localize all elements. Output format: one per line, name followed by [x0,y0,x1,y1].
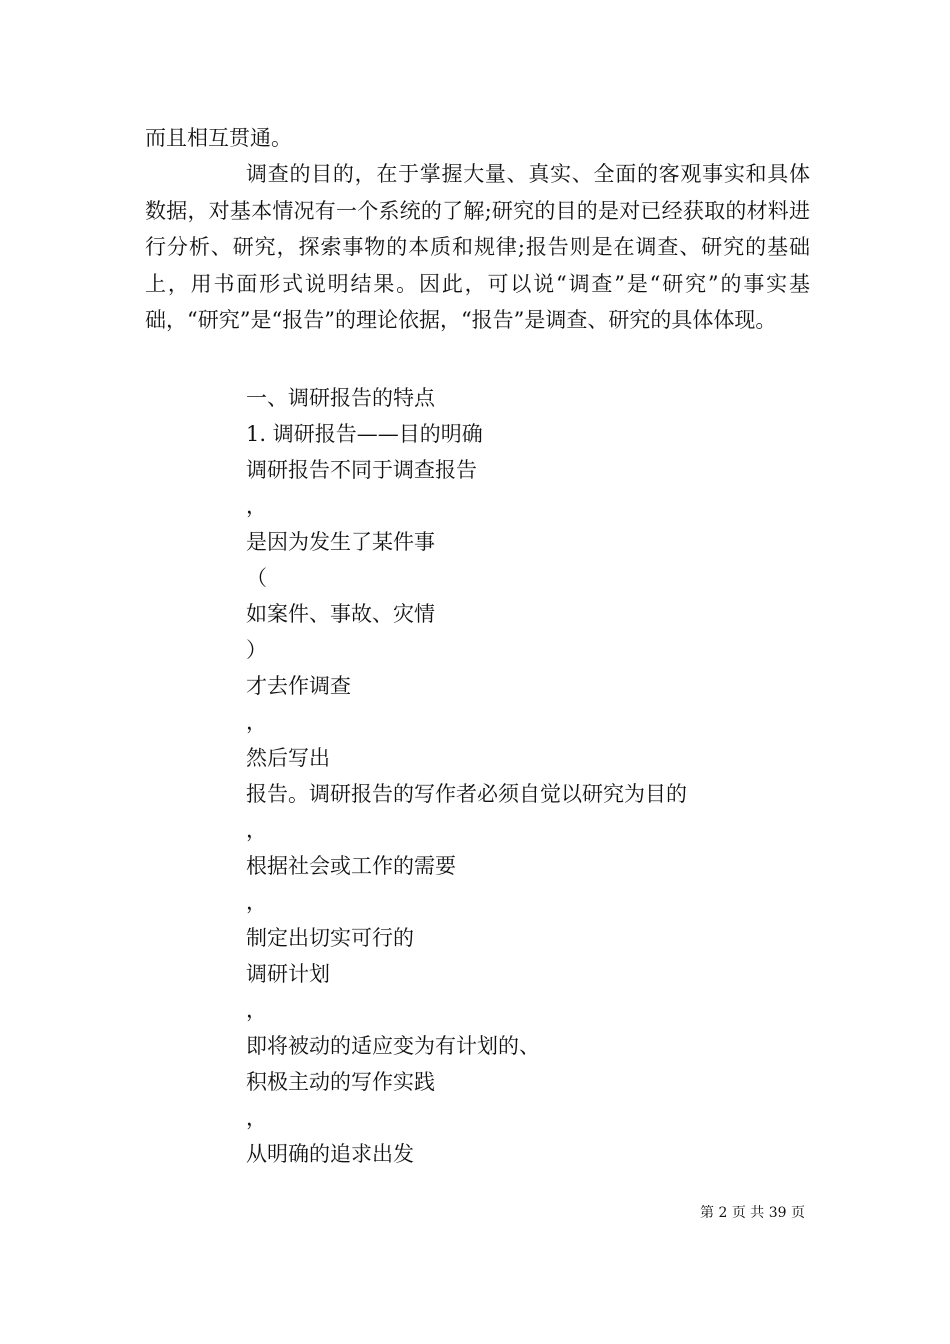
text-line: 是因为发生了某件事 [246,530,435,554]
text-line: 从明确的追求出发 [246,1142,414,1166]
text-line: 报告。调研报告的写作者必须自觉以研究为目的 [246,782,687,806]
text-line: （ [246,566,267,590]
text-line: ， [246,998,267,1022]
text-line: ， [246,890,267,914]
body-paragraph: 调查的目的，在于掌握大量、真实、全面的客观事实和具体数据，对基本情况有一个系统的了解;研究的目的是对已经获取的材料进行分析、研究，探索事物的本质和规律;报告则是在调查、研究的基础上，用书面形式说明结果。因此，可以说“调查”是“研究”的事实基础，“研究”是“报告”的理论依据，“报告”是调查、研究的具体体现。 [145,162,810,332]
text-line: ） [246,638,267,662]
text-line: 才去作调查 [246,674,351,698]
text-line: 调研计划 [246,962,330,986]
subsection-heading: 1. 调研报告——目的明确 [246,422,483,446]
continuation-text: 而且相互贯通。 [145,126,292,150]
page-number-footer: 第 2 页 共 39 页 [700,1205,805,1221]
text-line: 积极主动的写作实践 [246,1070,435,1094]
text-line: 制定出切实可行的 [246,926,414,950]
text-line: 然后写出 [246,746,330,770]
text-line: ， [246,494,267,518]
text-line: 如案件、事故、灾情 [246,602,435,626]
text-line: ， [246,1106,267,1130]
section-heading: 一、调研报告的特点 [246,386,435,410]
text-line: 调研报告不同于调查报告 [246,458,477,482]
text-line: ， [246,710,267,734]
text-line: ， [246,818,267,842]
text-line: 根据社会或工作的需要 [246,854,456,878]
text-line: 即将被动的适应变为有计划的、 [246,1034,540,1058]
